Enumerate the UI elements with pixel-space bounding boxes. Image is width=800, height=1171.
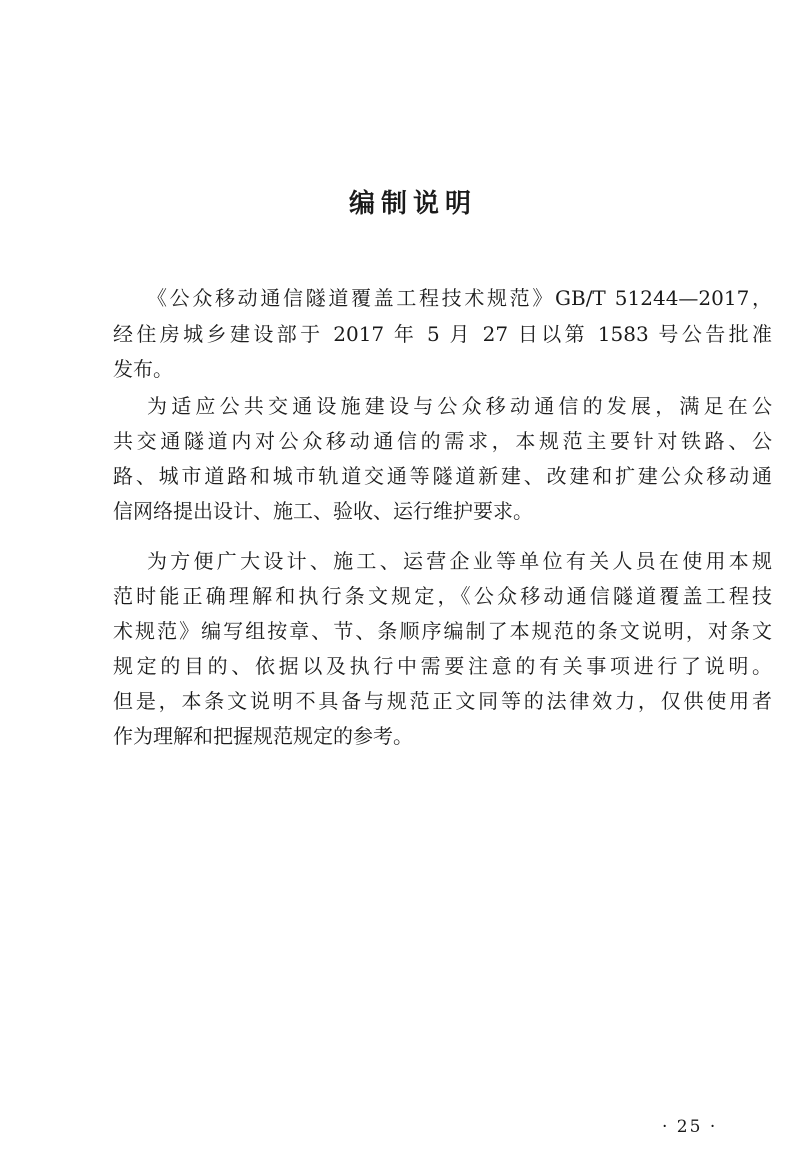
text-line: 但是，本条文说明不具备与规范正文同等的法律效力，仅供使用者: [113, 689, 772, 713]
text-line: 规定的目的、依据以及执行中需要注意的有关事项进行了说明。: [113, 654, 772, 678]
page-number: · 25 ·: [662, 1117, 718, 1137]
text-line: 为方便广大设计、施工、运营企业等单位有关人员在使用本规: [147, 549, 772, 573]
text-line: 信网络提出设计、施工、验收、运行维护要求。: [113, 499, 533, 523]
text-line: 范时能正确理解和执行条文规定，《公众移动通信隧道覆盖工程技: [113, 584, 772, 608]
text-line: 作为理解和把握规范规定的参考。: [113, 724, 413, 748]
text-line: 为适应公共交通设施建设与公众移动通信的发展，满足在公: [147, 394, 772, 418]
text-line: 路、城市道路和城市轨道交通等隧道新建、改建和扩建公众移动通: [113, 464, 772, 488]
page-title: 编制说明: [348, 189, 477, 219]
text-line: 术规范》编写组按章、节、条顺序编制了本规范的条文说明，对条文: [113, 619, 772, 643]
text-line: 共交通隧道内对公众移动通信的需求，本规范主要针对铁路、公: [113, 429, 772, 453]
text-line: 《公众移动通信隧道覆盖工程技术规范》GB/T 51244—2017，: [147, 286, 772, 310]
text-line: 发布。: [113, 357, 173, 381]
text-line: 经住房城乡建设部于 2017 年 5 月 27 日以第 1583 号公告批准: [113, 322, 772, 346]
